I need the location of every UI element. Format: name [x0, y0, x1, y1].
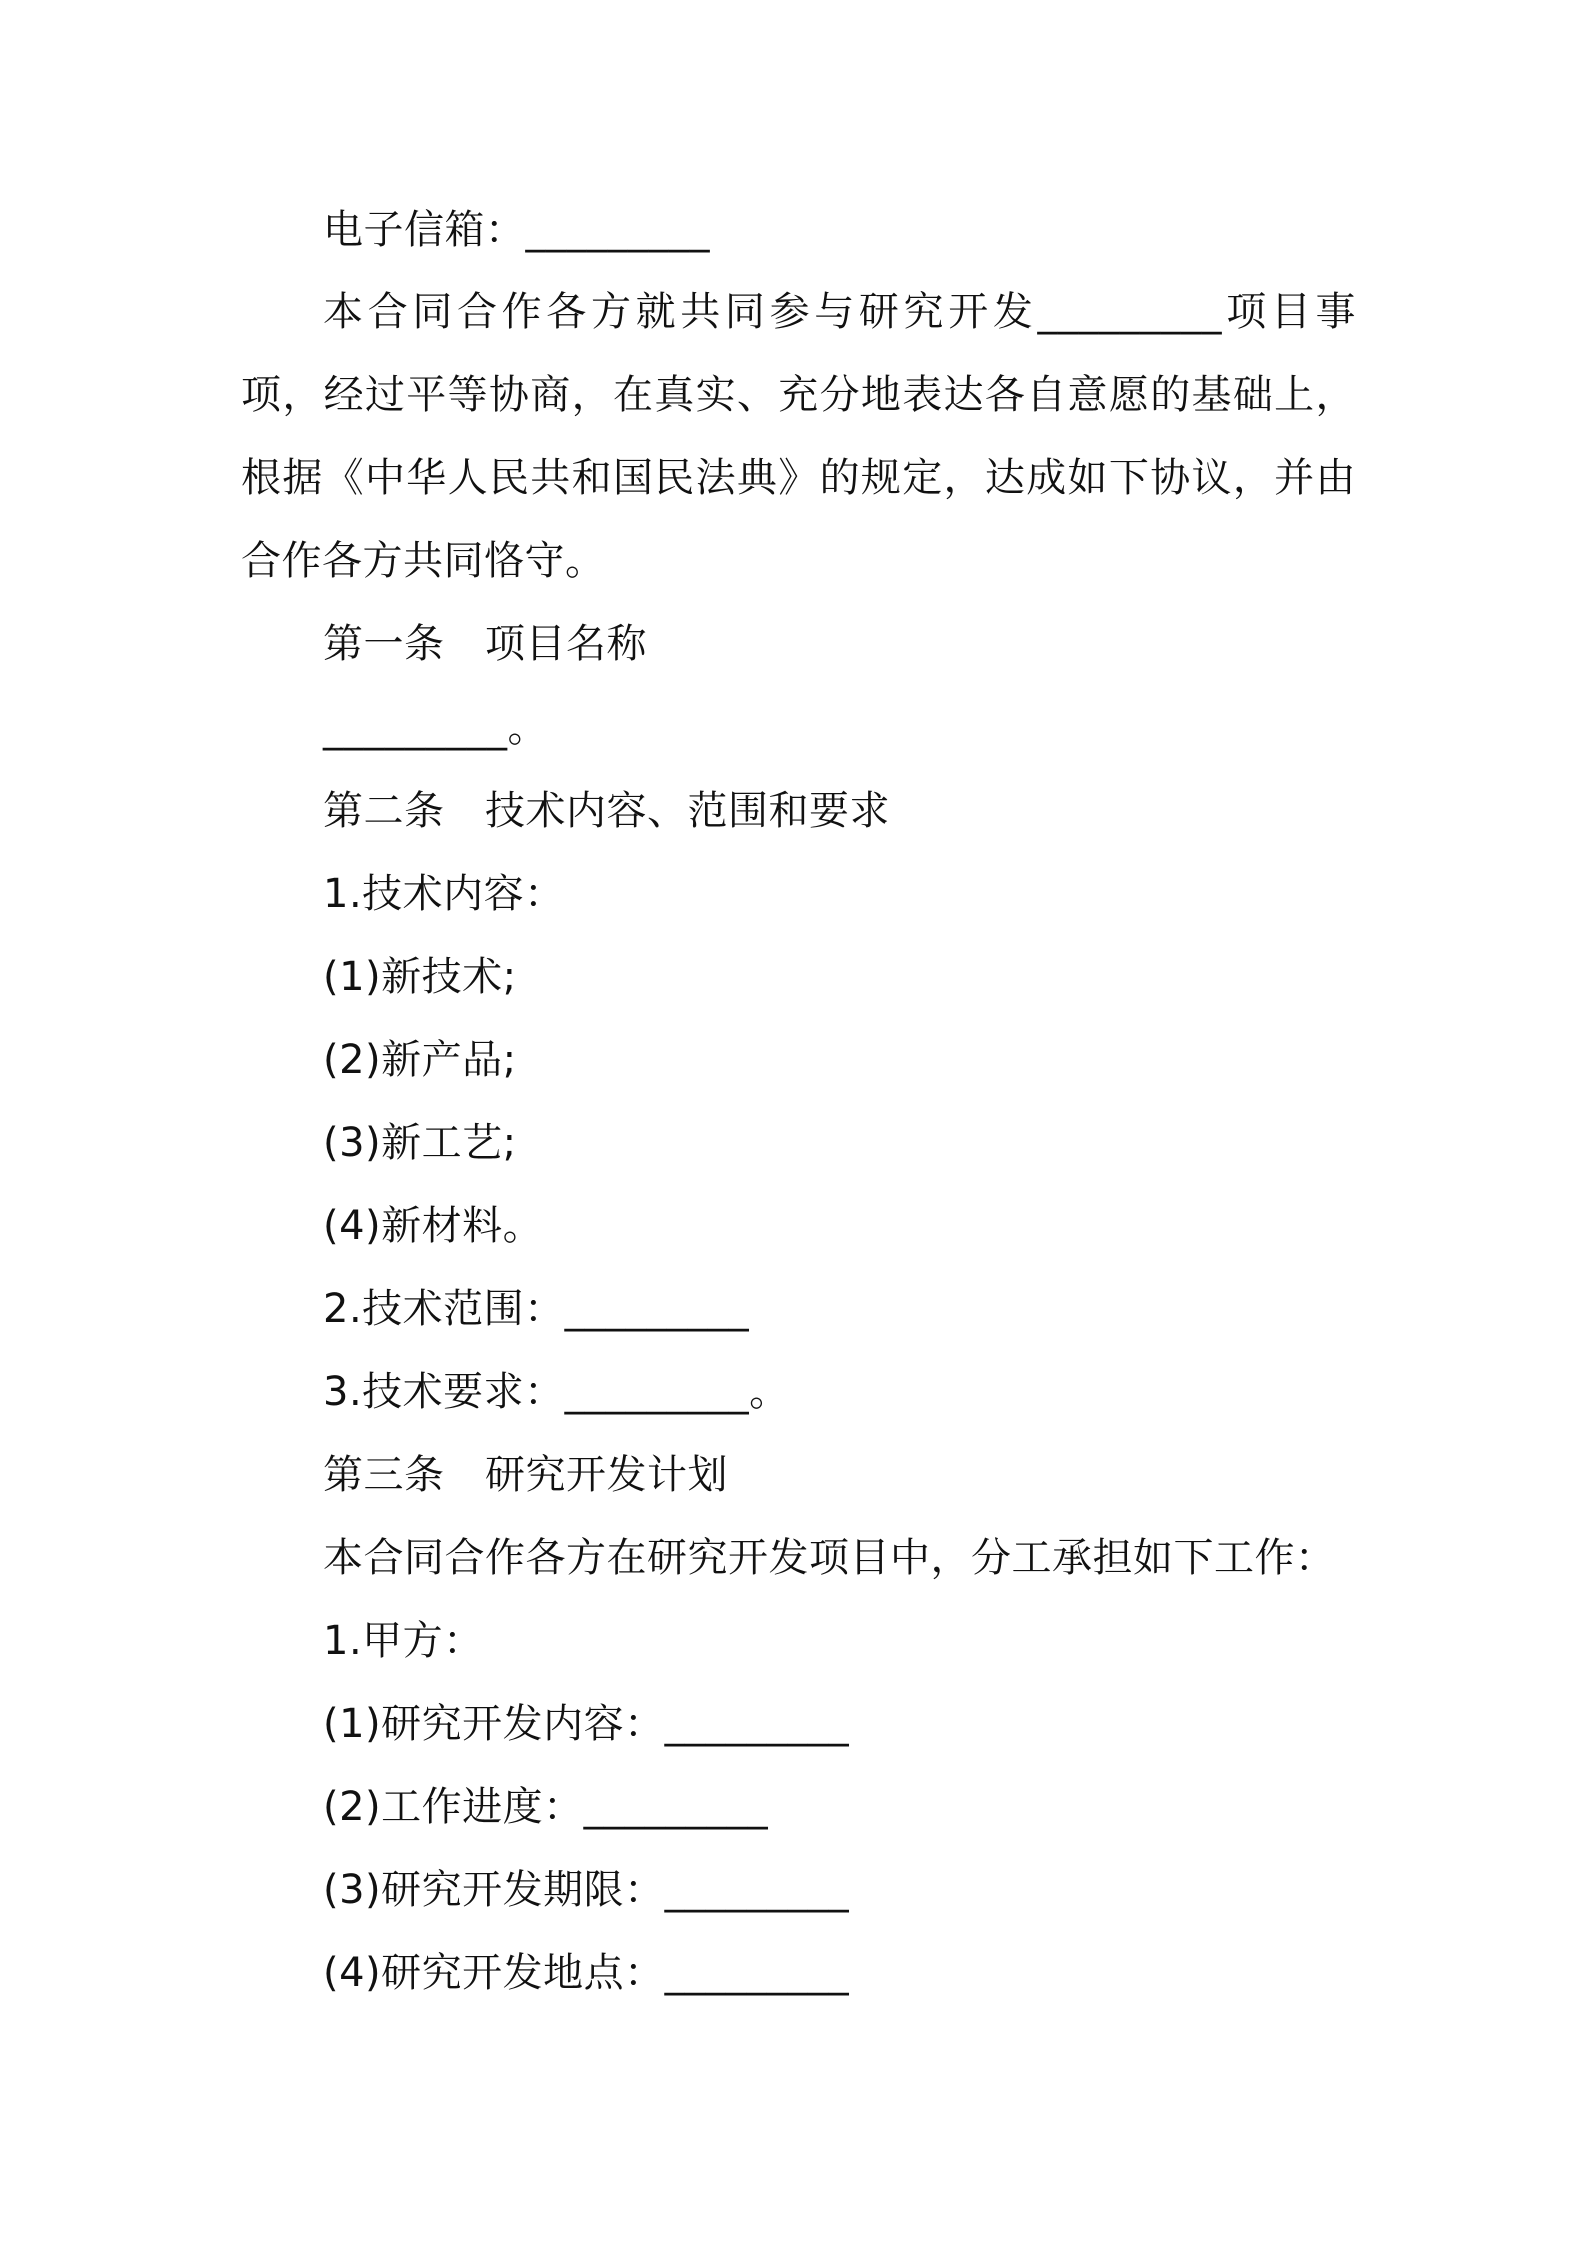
party-a-item: (4)研究开发地点：_________: [323, 1950, 850, 1996]
project-blank: _________: [1037, 289, 1223, 335]
article2-title: 第二条 技术内容、范围和要求: [323, 788, 890, 834]
tech-scope-line: 2.技术范围：_________: [323, 1286, 750, 1332]
party-a-heading: 1.甲方：: [323, 1618, 484, 1664]
preamble-part1: 本合同合作各方就共同参与研究开发: [323, 289, 1038, 335]
article1-value: _________。: [323, 705, 548, 751]
tech-content-item: (3)新工艺;: [323, 1120, 517, 1166]
preamble-paragraph: [241, 271, 1356, 603]
tech-content-item: (1)新技术;: [323, 954, 517, 1000]
email-line: 电子信箱：_________: [323, 207, 710, 253]
tech-requirements-line: 3.技术要求：_________。: [323, 1369, 790, 1415]
tech-content-heading: 1.技术内容：: [323, 871, 565, 917]
article3-intro: 本合同合作各方在研究开发项目中，分工承担如下工作：: [323, 1535, 1336, 1581]
party-a-item: (2)工作进度：_________: [323, 1784, 769, 1830]
party-a-item: (1)研究开发内容：_________: [323, 1701, 850, 1747]
tech-content-item: (2)新产品;: [323, 1037, 517, 1083]
tech-content-item: (4)新材料。: [323, 1203, 544, 1249]
preamble-part2: 项目事项，经过平等协商，在真实、充分地表达各自意愿的基础上，根据《中华人民共和国民法典》的规定，达成如下协议，并由合作各方共同恪守。: [241, 289, 1357, 584]
article1-title: 第一条 项目名称: [323, 621, 647, 667]
article3-title: 第三条 研究开发计划: [323, 1452, 728, 1498]
party-a-item: (3)研究开发期限：_________: [323, 1867, 850, 1913]
